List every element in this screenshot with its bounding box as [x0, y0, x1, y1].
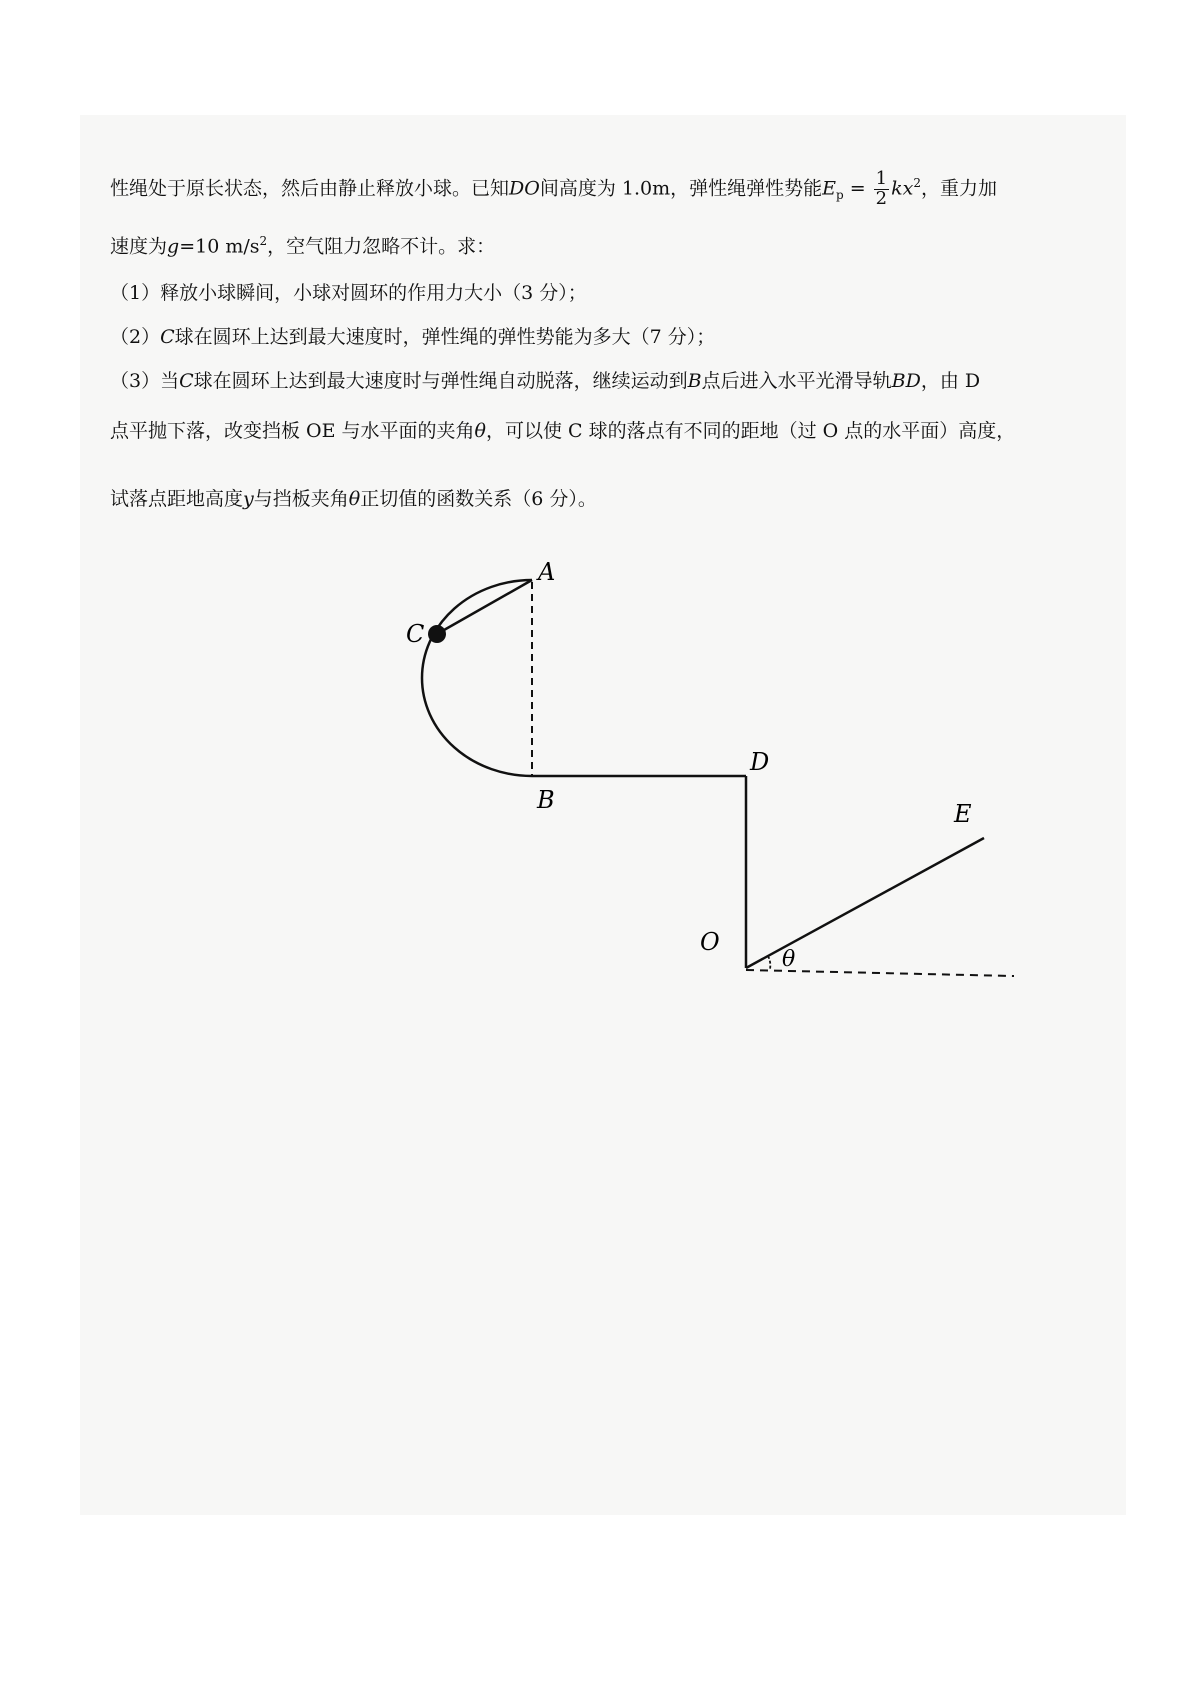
- var-c: C: [160, 326, 175, 348]
- label-c: C: [406, 620, 425, 648]
- var-kx: kx: [891, 177, 914, 200]
- question-1: （1）释放小球瞬间，小球对圆环的作用力大小（3 分）；: [110, 282, 587, 304]
- var-bd: BD: [891, 370, 921, 392]
- label-b: B: [537, 786, 555, 814]
- text-segment: （3）当: [110, 370, 180, 392]
- text-segment: 点平抛下落，改变挡板 OE 与水平面的夹角: [110, 420, 475, 442]
- label-theta: θ: [782, 947, 796, 972]
- exponent: 2: [913, 176, 921, 191]
- fraction-numerator: 1: [875, 168, 888, 189]
- text-segment: ，重力加: [921, 177, 998, 200]
- var-c: C: [179, 370, 194, 392]
- text-segment: 间高度为 1.0m，弹性绳弹性势能: [539, 177, 823, 200]
- var-ep: E: [822, 177, 836, 200]
- text-segment: ，空气阻力忽略不计。求：: [267, 235, 496, 258]
- text-segment: =10 m/s: [179, 235, 260, 258]
- text-segment: 球在圆环上达到最大速度时与弹性绳自动脱落，继续运动到: [193, 370, 688, 392]
- ball-c: [428, 625, 446, 643]
- text-segment: 点后进入水平光滑导轨: [701, 370, 892, 392]
- var-y: y: [243, 488, 254, 510]
- text-segment: ，可以使 C 球的落点有不同的距地（过 O 点的水平面）高度，: [485, 420, 1016, 442]
- equals-sign: =: [843, 177, 872, 200]
- text-segment: ，由 D: [920, 370, 981, 392]
- label-e: E: [954, 800, 972, 828]
- var-theta: θ: [474, 420, 486, 442]
- var-g: g: [167, 235, 180, 258]
- var-do: DO: [509, 177, 540, 200]
- label-a: A: [538, 558, 556, 586]
- text-segment: （2）: [110, 326, 161, 348]
- label-o: O: [700, 928, 720, 956]
- text-segment: 正切值的函数关系（6 分）。: [360, 488, 597, 510]
- text-segment: 速度为: [110, 235, 168, 258]
- text-segment: 试落点距地高度: [110, 488, 244, 510]
- var-b: B: [687, 370, 702, 392]
- var-theta: θ: [348, 488, 361, 510]
- text-segment: 性绳处于原长状态，然后由静止释放小球。已知: [110, 177, 510, 200]
- text-segment: 球在圆环上达到最大速度时，弹性绳的弹性势能为多大（7 分）；: [174, 326, 716, 348]
- label-d: D: [750, 748, 770, 776]
- elastic-rope: [437, 580, 532, 634]
- fraction-denominator: 2: [875, 187, 888, 209]
- exponent: 2: [259, 234, 268, 248]
- angle-arc: [768, 956, 770, 969]
- text-segment: 与挡板夹角: [253, 488, 349, 510]
- ring-arc: [422, 580, 532, 776]
- var-ep-subscript: p: [835, 188, 844, 203]
